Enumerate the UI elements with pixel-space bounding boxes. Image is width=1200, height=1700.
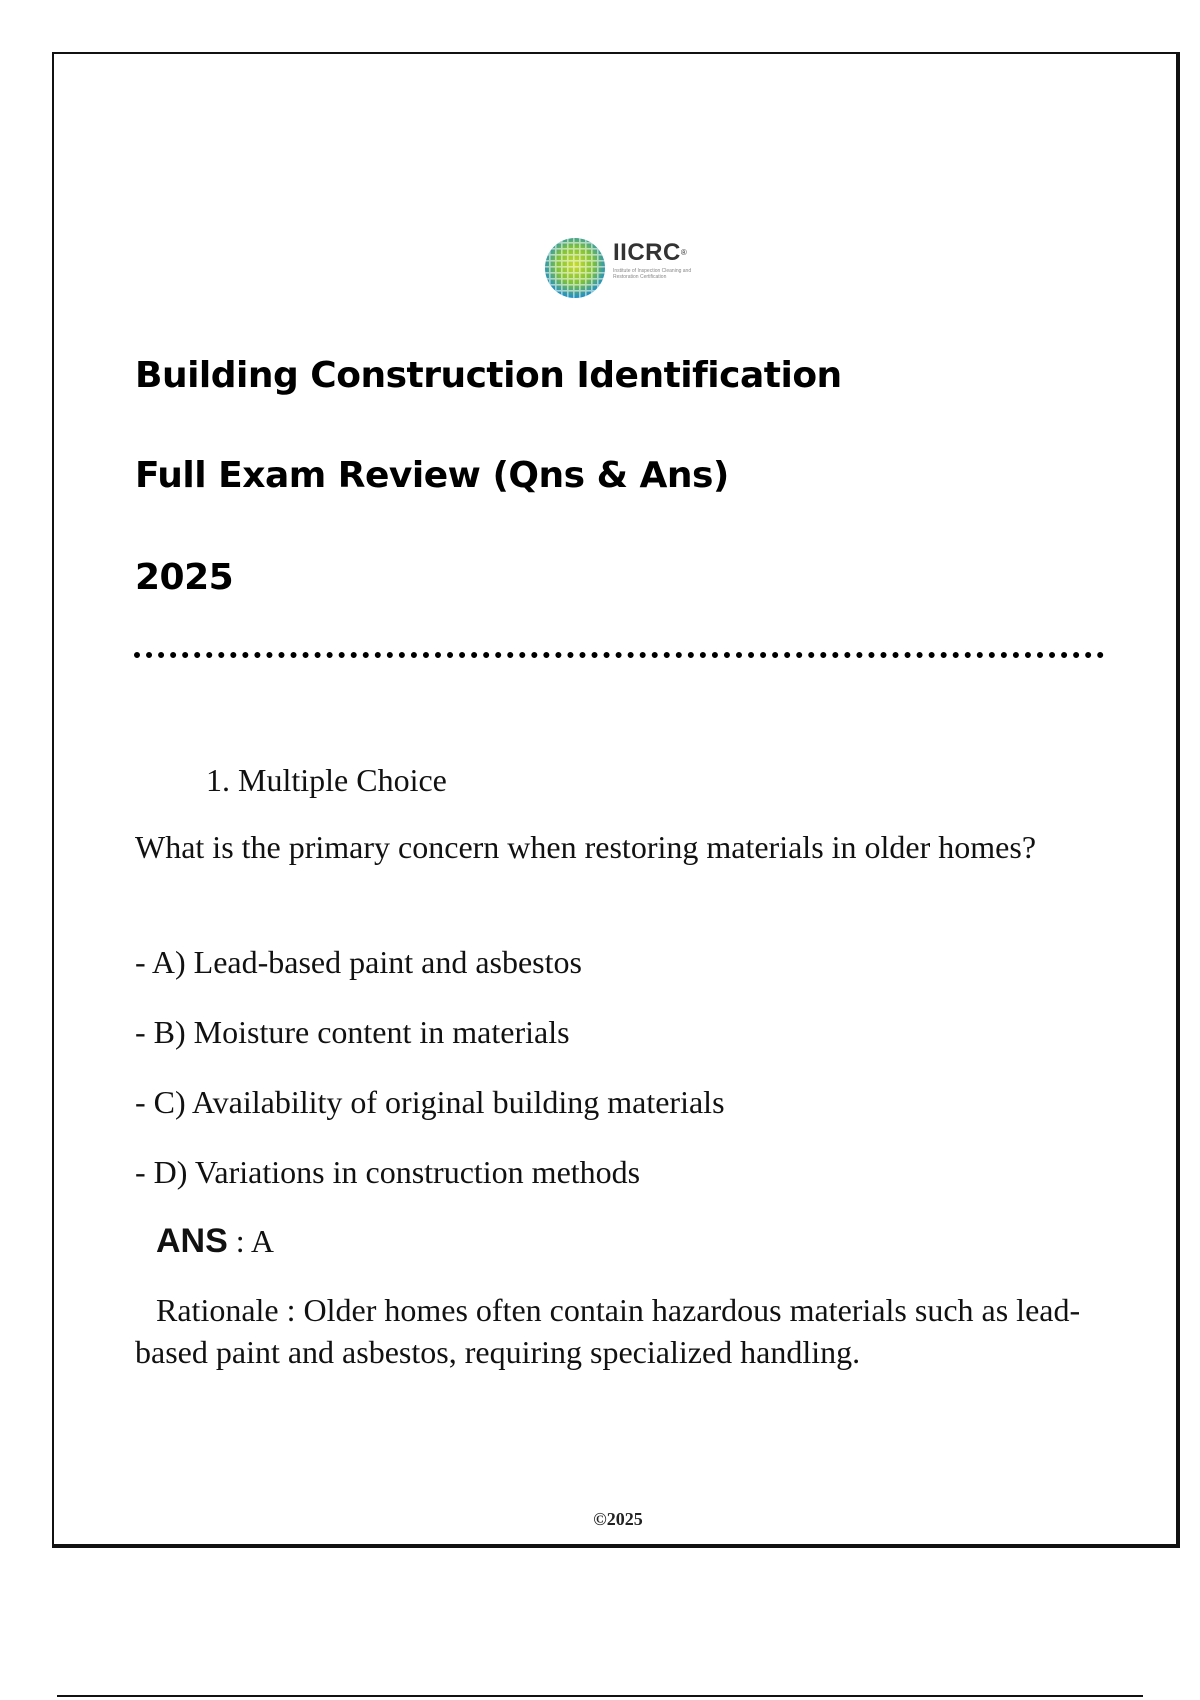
option-d: - D) Variations in construction methods [135,1154,641,1190]
rationale-text: : Older homes often contain hazardous materials such as lead-based paint and asbestos, requiring specialized handling. [135,1292,1081,1370]
globe-icon [543,236,607,300]
next-page-edge [57,1695,1143,1697]
question-type: 1. Multiple Choice [206,762,447,798]
document-year: 2025 [135,557,234,598]
dotted-divider [134,652,1104,658]
question-text: What is the primary concern when restoring materials in older homes? [135,829,1037,865]
option-a: - A) Lead-based paint and asbestos [135,944,582,980]
logo-tagline: Institute of Inspection Cleaning and Restoration Certification [613,268,692,280]
iicrc-logo [543,236,713,300]
document-subtitle: Full Exam Review (Qns & Ans) [135,455,729,496]
answer-label: ANS [156,1222,228,1260]
option-c: - C) Availability of original building materials [135,1084,725,1120]
document-title: Building Construction Identification [135,355,842,396]
option-b: - B) Moisture content in materials [135,1014,570,1050]
answer-value: : A [227,1223,275,1259]
answer-line [156,1220,1131,1262]
logo-text [613,240,713,280]
logo-wordmark: IICRC® [613,239,688,266]
footer-copyright: ©2025 [593,1509,643,1529]
rationale [135,1289,1110,1373]
rationale-label: Rationale [156,1292,279,1328]
